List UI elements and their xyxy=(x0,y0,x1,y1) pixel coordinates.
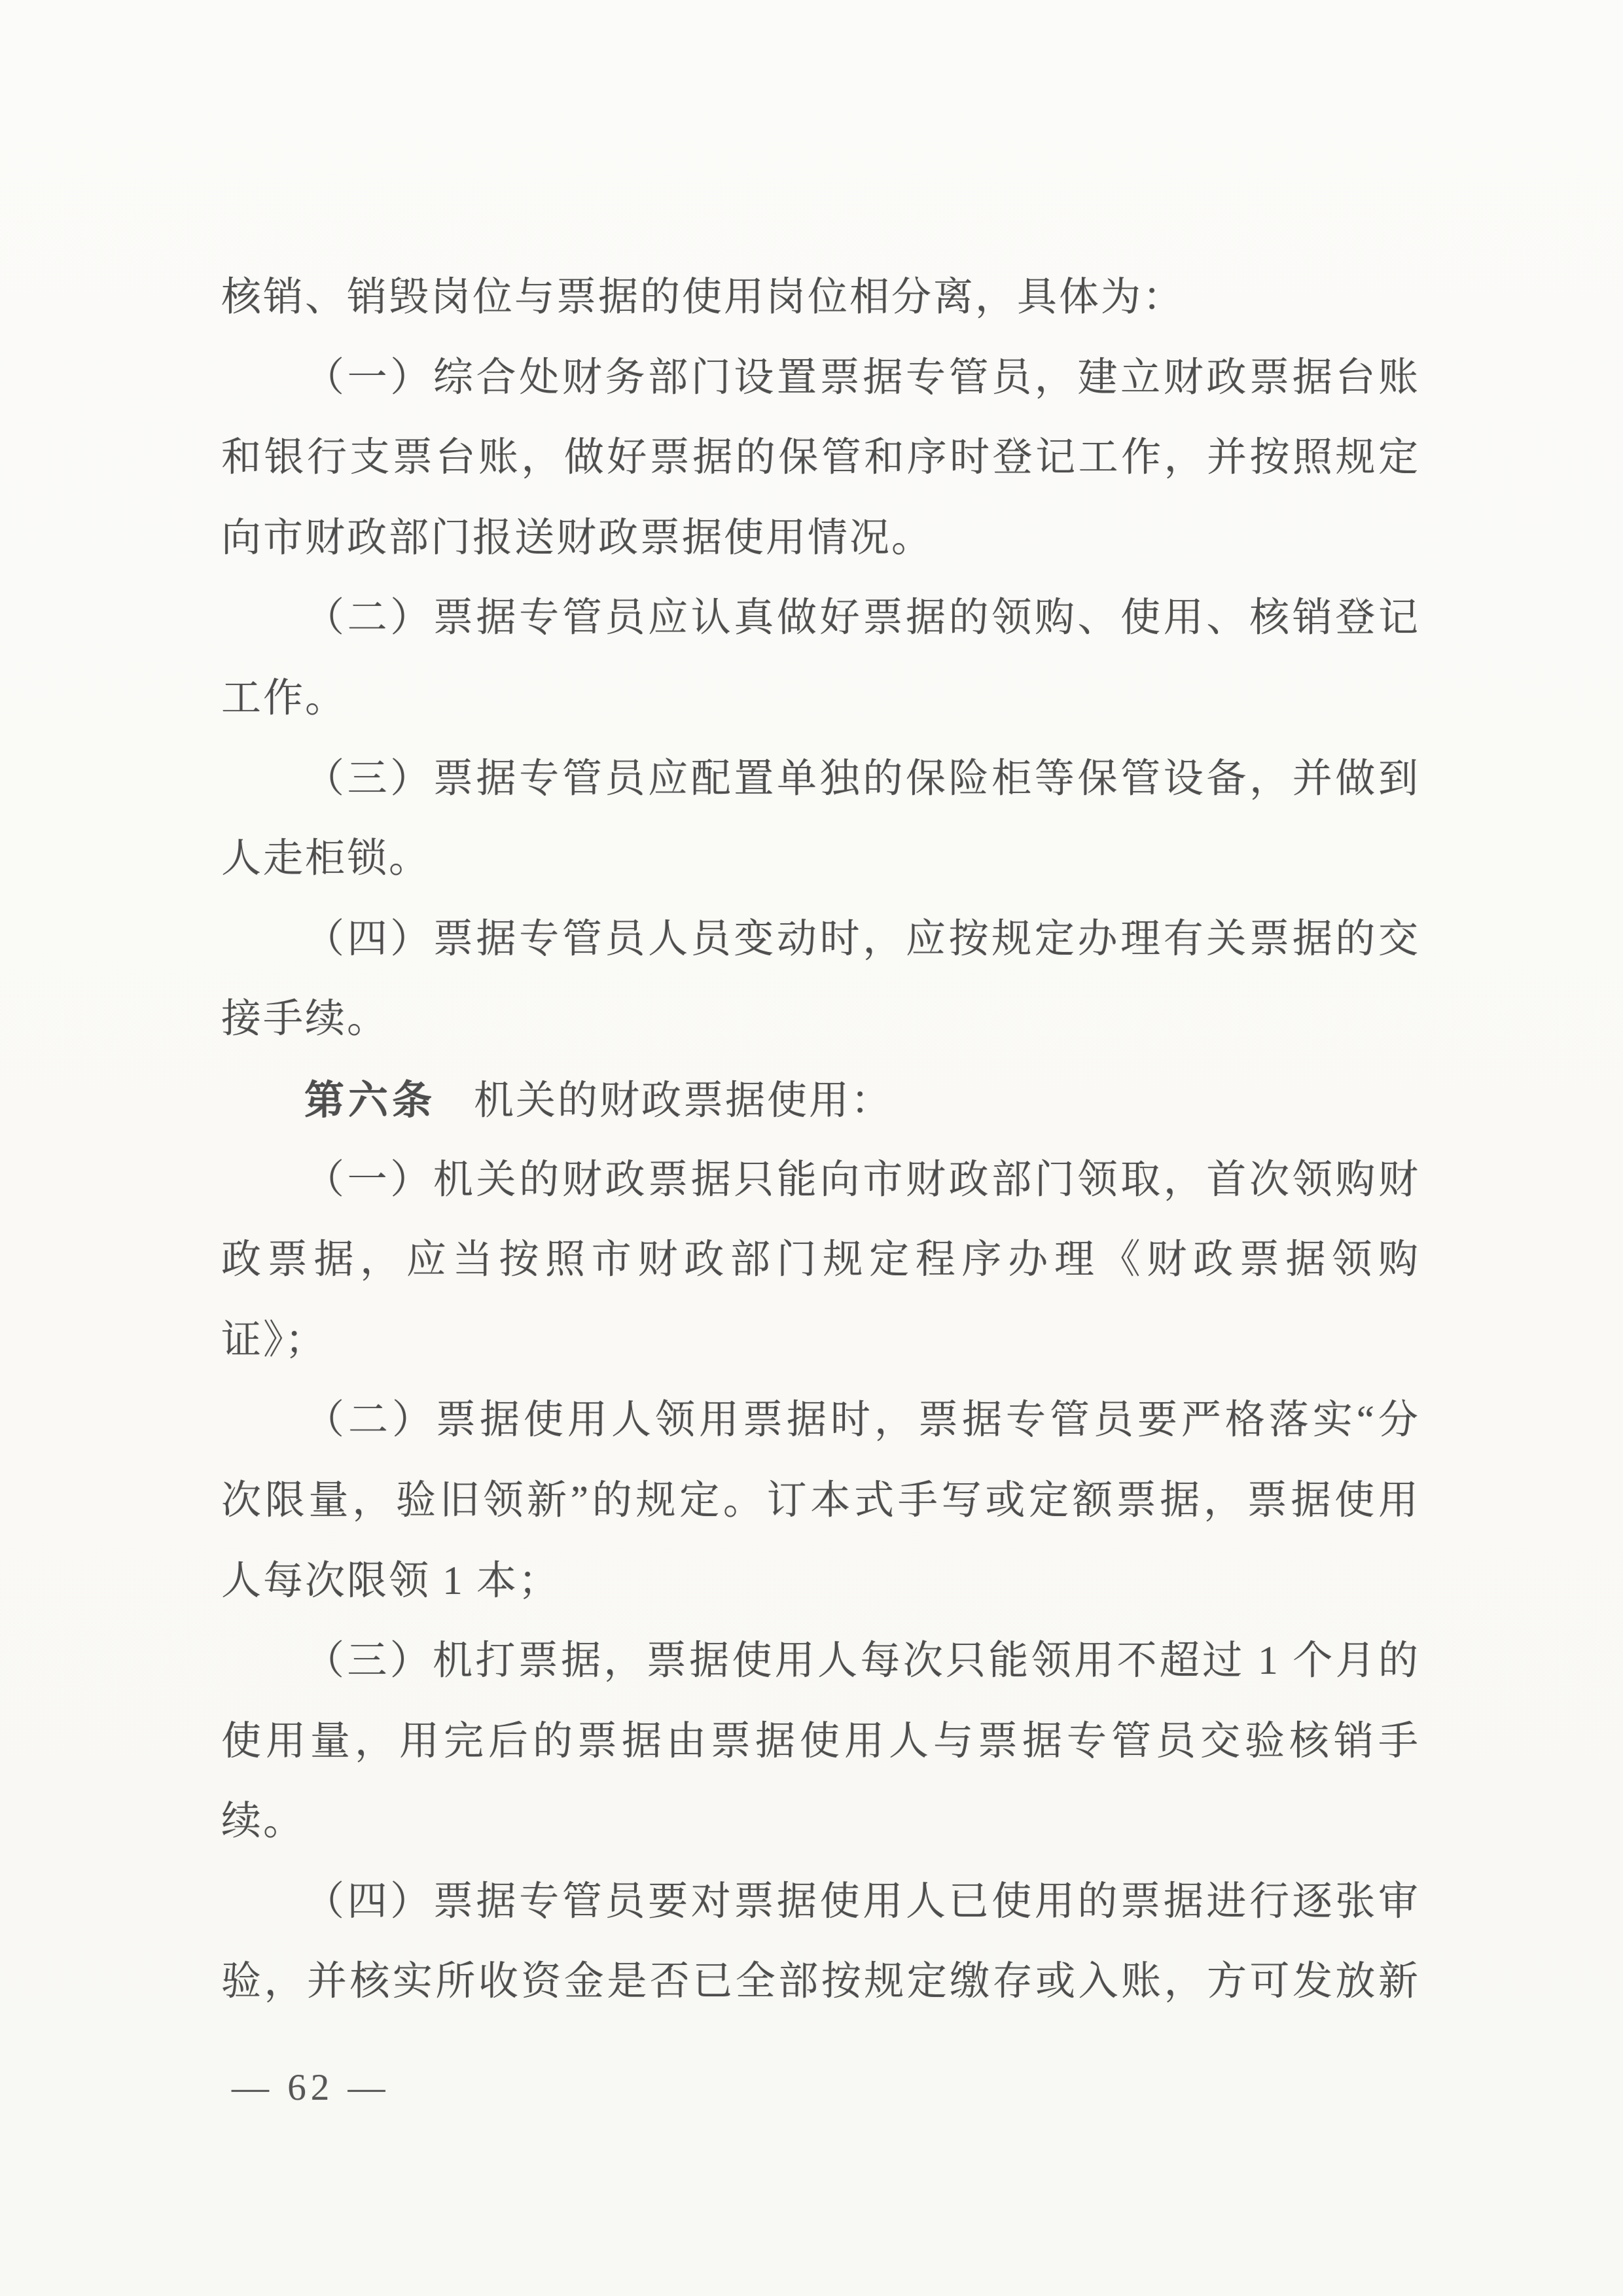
text-line: （四）票据专管员要对票据使用人已使用的票据进行逐张审 xyxy=(304,1879,1420,1924)
text-line: （三）票据专管员应配置单独的保险柜等保管设备，并做到 xyxy=(304,756,1420,801)
text-line: 向市财政部门报送财政票据使用情况。 xyxy=(221,516,934,560)
page-number: — 62 — xyxy=(232,2067,390,2108)
document-body xyxy=(221,258,1420,2022)
text-line: （一）机关的财政票据只能向市财政部门领取，首次领购财 xyxy=(304,1157,1420,1202)
text-line: （三）机打票据，票据使用人每次只能领用不超过 1 个月的 xyxy=(304,1639,1420,1684)
text-line: 核销、销毁岗位与票据的使用岗位相分离，具体为： xyxy=(221,275,1185,319)
text-line: 人走柜锁。 xyxy=(221,837,431,881)
text-line: （二）票据使用人领用票据时，票据专管员要严格落实“分 xyxy=(304,1398,1420,1443)
text-line: 使用量，用完后的票据由票据使用人与票据专管员交验核销手 xyxy=(221,1719,1420,1763)
text-line: （一）综合处财务部门设置票据专管员，建立财政票据台账 xyxy=(304,355,1420,400)
text-line: 证》； xyxy=(221,1318,327,1362)
text-line: 次限量，验旧领新”的规定。订本式手写或定额票据，票据使用 xyxy=(221,1478,1420,1523)
text-line: （二）票据专管员应认真做好票据的领购、使用、核销登记 xyxy=(304,596,1420,641)
text-line: 和银行支票台账，做好票据的保管和序时登记工作，并按照规定 xyxy=(221,436,1420,480)
text-line: 接手续。 xyxy=(221,997,389,1042)
article-title: 机关的财政票据使用： xyxy=(474,1078,893,1123)
text-line: 验，并核实所收资金是否已全部按规定缴存或入账，方可发放新 xyxy=(221,1960,1420,2004)
article-number: 第六条 xyxy=(304,1077,437,1122)
text-line: 政票据，应当按照市财政部门规定程序办理《财政票据领购 xyxy=(221,1238,1420,1282)
text-line: （四）票据专管员人员变动时，应按规定办理有关票据的交 xyxy=(304,917,1420,961)
text-line: 人每次限领 1 本； xyxy=(221,1559,561,1603)
text-line: 工作。 xyxy=(221,676,348,720)
text-line: 续。 xyxy=(221,1799,306,1844)
article-heading xyxy=(221,1060,1420,1140)
